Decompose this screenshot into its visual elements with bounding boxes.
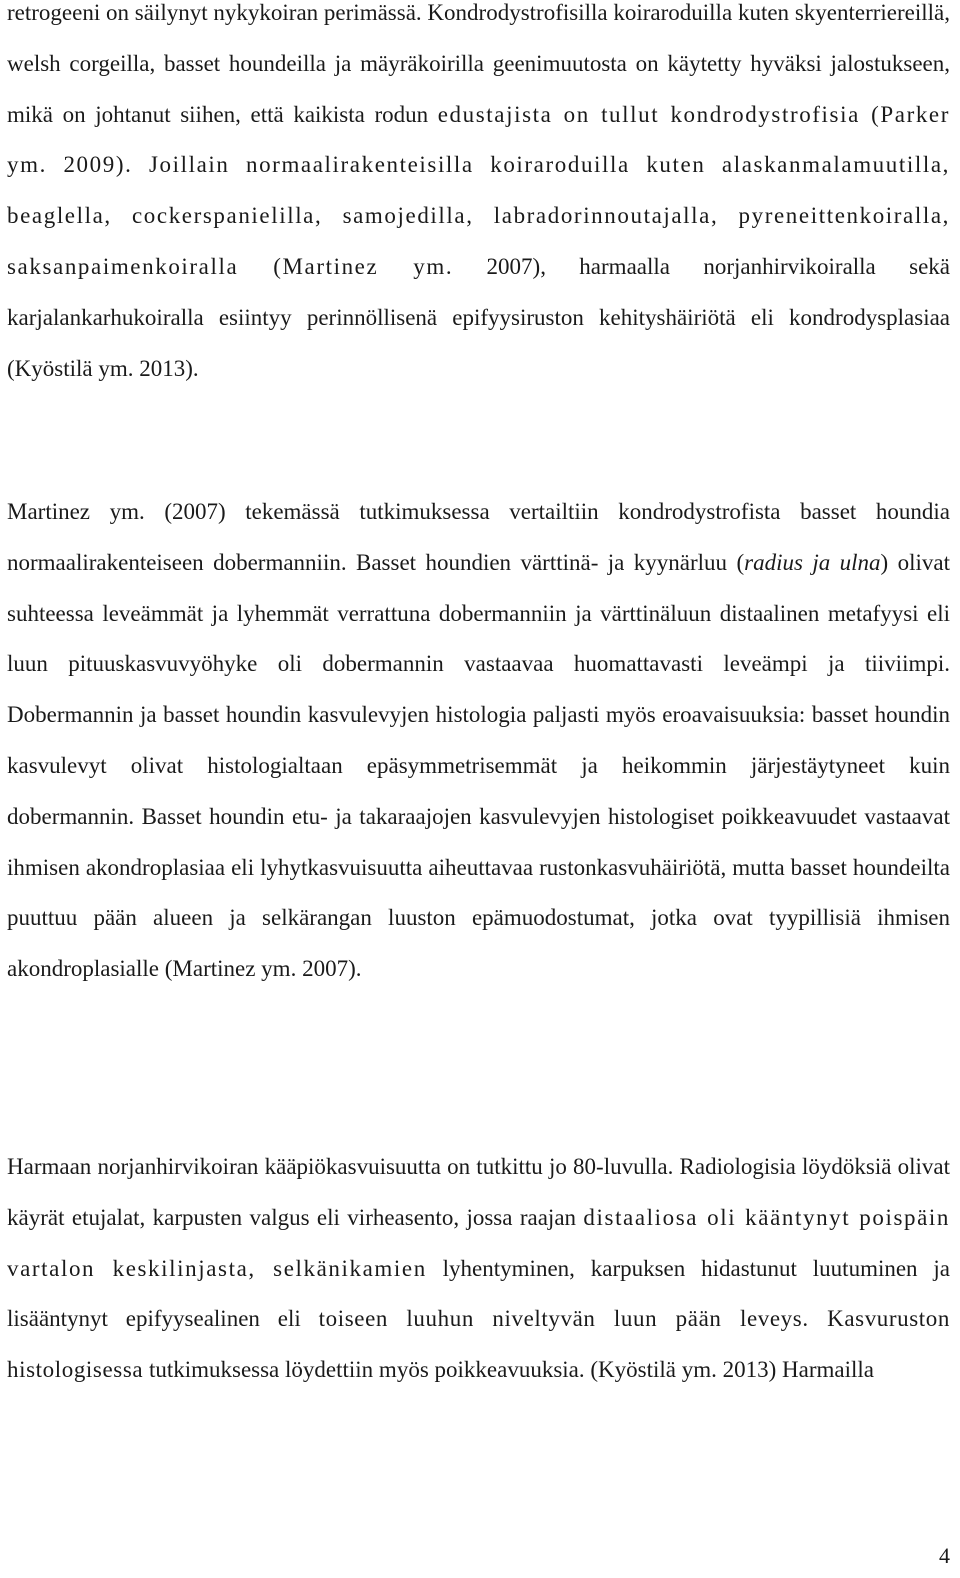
paragraph-norwegian-elkhound: [7, 1142, 950, 1396]
paragraph-text-spaced: distaaliosa oli kääntynyt poispäin vartalon keskilinjasta, selkänikamien: [7, 1204, 950, 1281]
paragraph-text: retrogeeni on säilynyt nykykoiran perimässä. Kondrodystrofisilla koiraroduilla kuten skyenterriereillä, welsh corgeilla, basset houndeilla ja mäyräkoirilla geenimuutosta on käytetty hyväksi jalostukseen, mikä on johtanut siihen, että kaikista rodun: [7, 0, 950, 127]
paragraph-text: ) olivat suhteessa leveämmät ja lyhemmät verrattuna dobermanniin ja värttinäluun distaalinen metafyysi eli luun pituuskasvuvyöhyke oli dobermannin vastaavaa huomattavasti leveämpi ja tiiviimpi. Dobermannin ja basset houndin kasvulevyjen histologia paljasti myös eroavaisuuksia: basset houndin kasvulevyt olivat histologialtaan epäsymmetrisemmät ja heikommin järjestäytyneet kuin dobermannin. Basset houndin etu- ja takaraajojen kasvulevyjen histologiset poikkeavuudet vastaavat ihmisen akondroplasiaa eli lyhytkasvuisuutta aiheuttavaa rustonkasvuhäiriötä, mutta basset houndeilta puuttuu pään alueen ja selkärangan luuston epämuodostumat, jotka ovat tyypillisiä ihmisen akondroplasialle (Martinez ym. 2007).: [7, 549, 950, 982]
paragraph-text: Harmaan norjanhirvikoiran kääpiökasvuisuutta on tutkittu jo 80-luvulla. Radiologisia löydöksiä olivat käyrät etujalat, karpusten valgus eli virheasento, jossa raajan: [7, 1154, 950, 1230]
page-number: 4: [939, 1543, 950, 1568]
paragraph-martinez-study: [7, 487, 950, 995]
paragraph-text-spaced: edustajista on tullut kondrodystrofisia (Parker ym. 2009). Joillain normaalirakenteisilla koiraroduilla kuten alaskanmalamuutilla, beaglella, cockerspanielilla, samojedilla, labradorinnoutajalla, pyreneittenkoiralla, saksanpaimenkoiralla (Martinez ym.: [7, 101, 950, 279]
paragraph-text: 2007), harmaalla norjanhirvikoiralla sekä karjalankarhukoiralla esiintyy perinnöllisenä epifyysiruston kehityshäiriötä eli kondrodysplasiaa (Kyöstilä ym. 2013).: [7, 253, 950, 381]
paragraph-text: lyhentyminen, karpuksen hidastunut luutuminen ja lisääntynyt epifyysealinen eli: [7, 1255, 950, 1332]
paragraph-text: Martinez ym. (2007) tekemässä tutkimuksessa vertailtiin kondrodystrofista basset houndia normaalirakenteiseen dobermanniin. Basset houndien värttinä- ja kyynärluu (: [7, 499, 950, 575]
italic-term-radius-ulna: radius ja ulna: [744, 549, 881, 575]
paragraph-text: tutkimuksessa löydettiin myös poikkeavuuksia. (Kyöstilä ym. 2013) Harmailla: [143, 1357, 874, 1383]
paragraph-text-spaced: toiseen luuhun niveltyvän luun pään leveys. Kasvuruston histologisessa: [7, 1306, 951, 1383]
paragraph-chondrodystrophy-breeds: [7, 0, 950, 394]
